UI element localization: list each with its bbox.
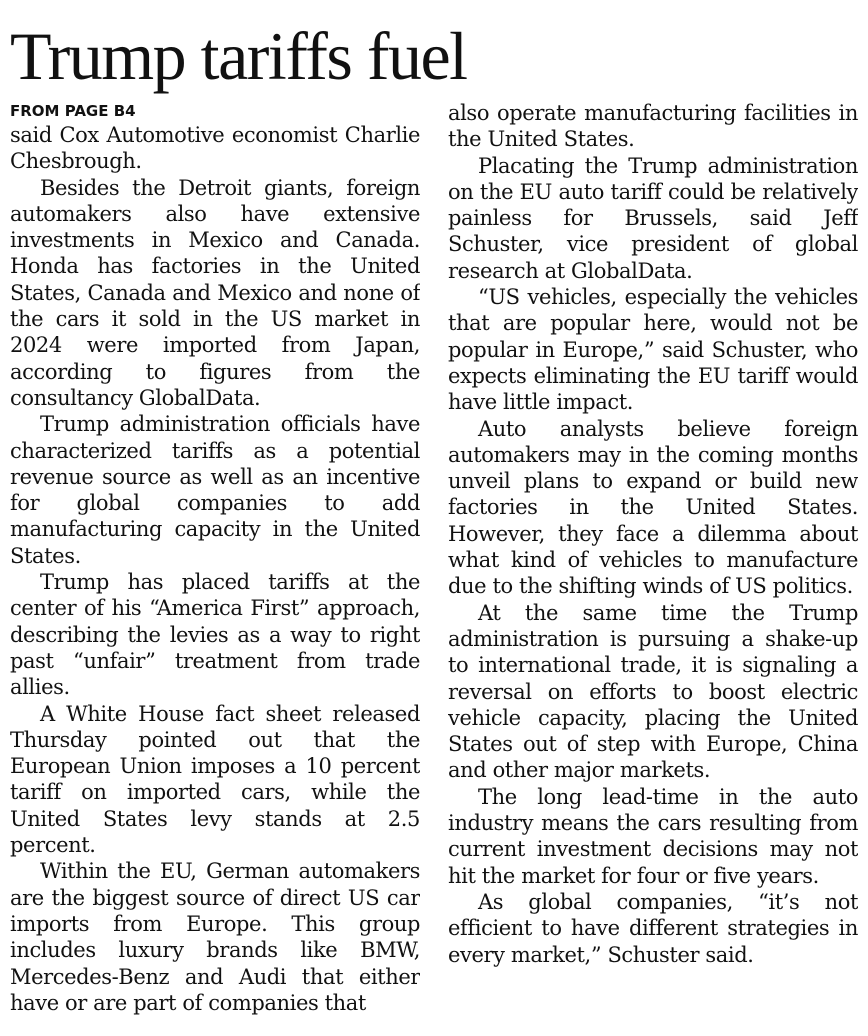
headline: Trump tariffs fuel [10, 18, 467, 94]
article-column-left [10, 100, 420, 1030]
paragraph: Within the EU, German automakers are the biggest source of direct US car imports from Europe. This group includes luxury brands like BMW, Mercedes-Benz and Audi that either have or are part of companies that [10, 859, 420, 1015]
article-column-right [448, 100, 858, 1030]
paragraph: Placating the Trump administration on the EU auto tariff could be relatively painless for Brussels, said Jeff Schuster, vice president of global research at GlobalData. [448, 153, 858, 283]
paragraph: At the same time the Trump administration is pursuing a shake-up to international trade, it is signaling a reversal on efforts to boost electric vehicle capacity, placing the United States out of step with Europe, China and other major markets. [448, 600, 858, 783]
paragraph: “US vehicles, especially the vehicles that are popular here, would not be popular in Europe,” said Schuster, who expects eliminating the EU tariff would have little impact. [448, 285, 858, 415]
paragraph: The long lead-time in the auto industry means the cars resulting from current investment decisions may not hit the market for four or five years. [448, 784, 858, 888]
paragraph: also operate manufacturing facilities in the United States. [448, 101, 858, 152]
paragraph: As global companies, “it’s not efficient to have different strategies in every market,” Schuster said. [448, 889, 858, 967]
paragraph: A White House fact sheet released Thursday pointed out that the European Union imposes a 10 percent tariff on imported cars, while the United States levy stands at 2.5 percent. [10, 701, 420, 858]
paragraph: Besides the Detroit giants, foreign automakers also have extensive investments in Mexico and Canada. Honda has factories in the United States, Canada and Mexico and none of the cars it sold in the US market in 2024 were imported from Japan, according to figures from the consultancy GlobalData. [10, 175, 420, 410]
paragraph: Trump has placed tariffs at the center of his “America First” approach, describing the levies as a way to right past “unfair” treatment from trade allies. [10, 570, 420, 700]
jump-line: FROM PAGE B4 [10, 102, 136, 120]
paragraph: Auto analysts believe foreign automakers may in the coming months unveil plans to expand or build new factories in the United States. However, they face a dilemma about what kind of vehicles to manufacture due to the shifting winds of US politics. [448, 416, 858, 599]
paragraph: said Cox Automotive economist Charlie Chesbrough. [10, 123, 420, 174]
paragraph: Trump administration officials have characterized tariffs as a potential revenue source as well as an incentive for global companies to add manufacturing capacity in the United States. [10, 412, 420, 568]
